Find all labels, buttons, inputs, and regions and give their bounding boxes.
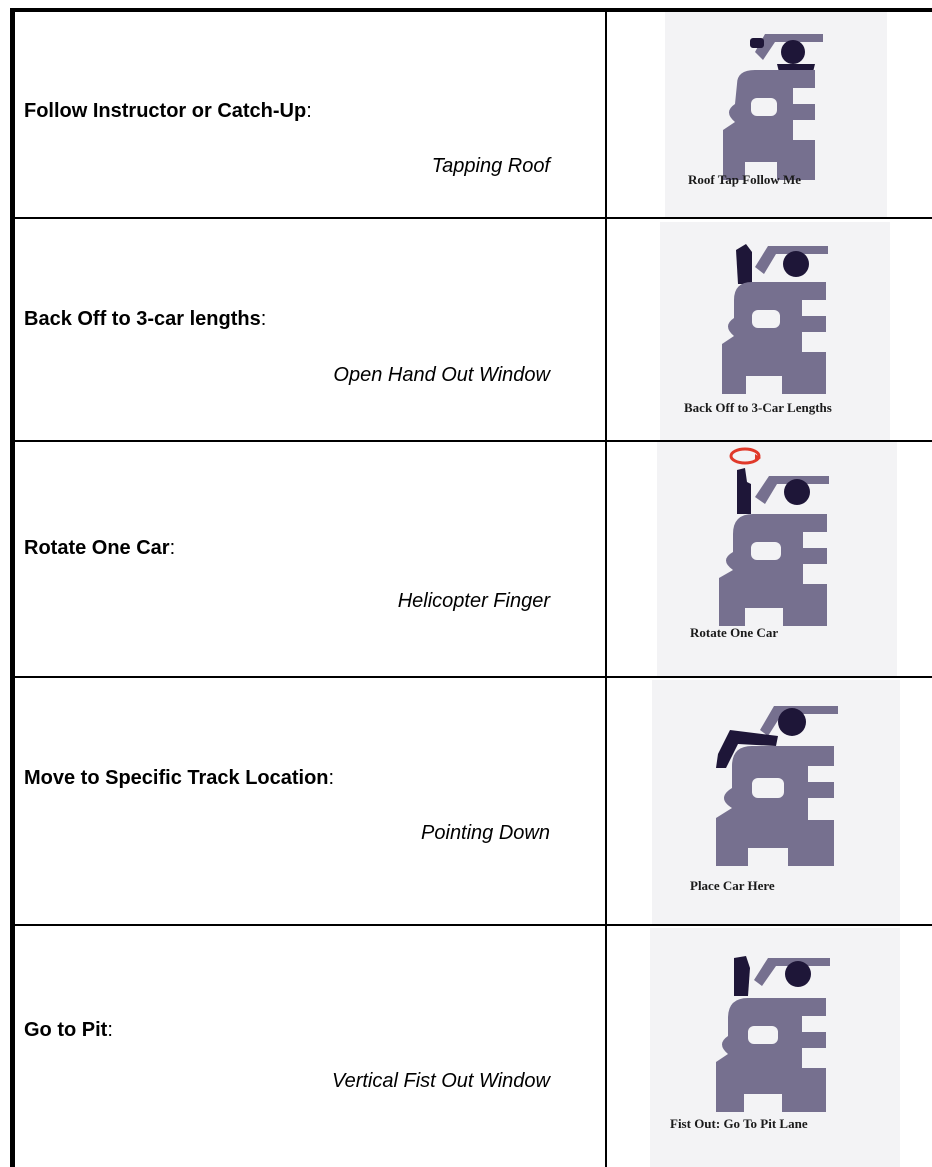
row-divider	[10, 676, 932, 678]
signal-label: Move to Specific Track Location:	[24, 767, 335, 789]
signal-illustration	[650, 928, 900, 1167]
column-divider	[605, 8, 607, 1167]
row-divider	[10, 217, 932, 219]
signal-gesture: Pointing Down	[421, 822, 550, 844]
signal-label: Follow Instructor or Catch-Up:	[24, 100, 312, 122]
signal-illustration	[652, 680, 900, 924]
signal-illustration	[657, 442, 897, 676]
signal-label: Go to Pit:	[24, 1019, 113, 1041]
signal-gesture: Tapping Roof	[431, 155, 550, 177]
illustration-caption: Rotate One Car	[690, 625, 779, 640]
signal-gesture: Open Hand Out Window	[333, 364, 550, 386]
signal-gesture: Helicopter Finger	[397, 590, 550, 612]
illustration-caption: Back Off to 3-Car Lengths	[684, 400, 832, 415]
illustration-caption: Roof Tap Follow Me	[688, 172, 802, 187]
signal-label: Rotate One Car:	[24, 537, 176, 559]
illustration-caption: Place Car Here	[690, 878, 775, 893]
signal-label: Back Off to 3-car lengths:	[24, 308, 267, 330]
row-divider	[10, 924, 932, 926]
illustration-caption: Fist Out: Go To Pit Lane	[670, 1116, 808, 1131]
signal-illustration	[660, 222, 890, 440]
signal-gesture: Vertical Fist Out Window	[331, 1070, 550, 1092]
signal-illustration	[665, 12, 887, 217]
